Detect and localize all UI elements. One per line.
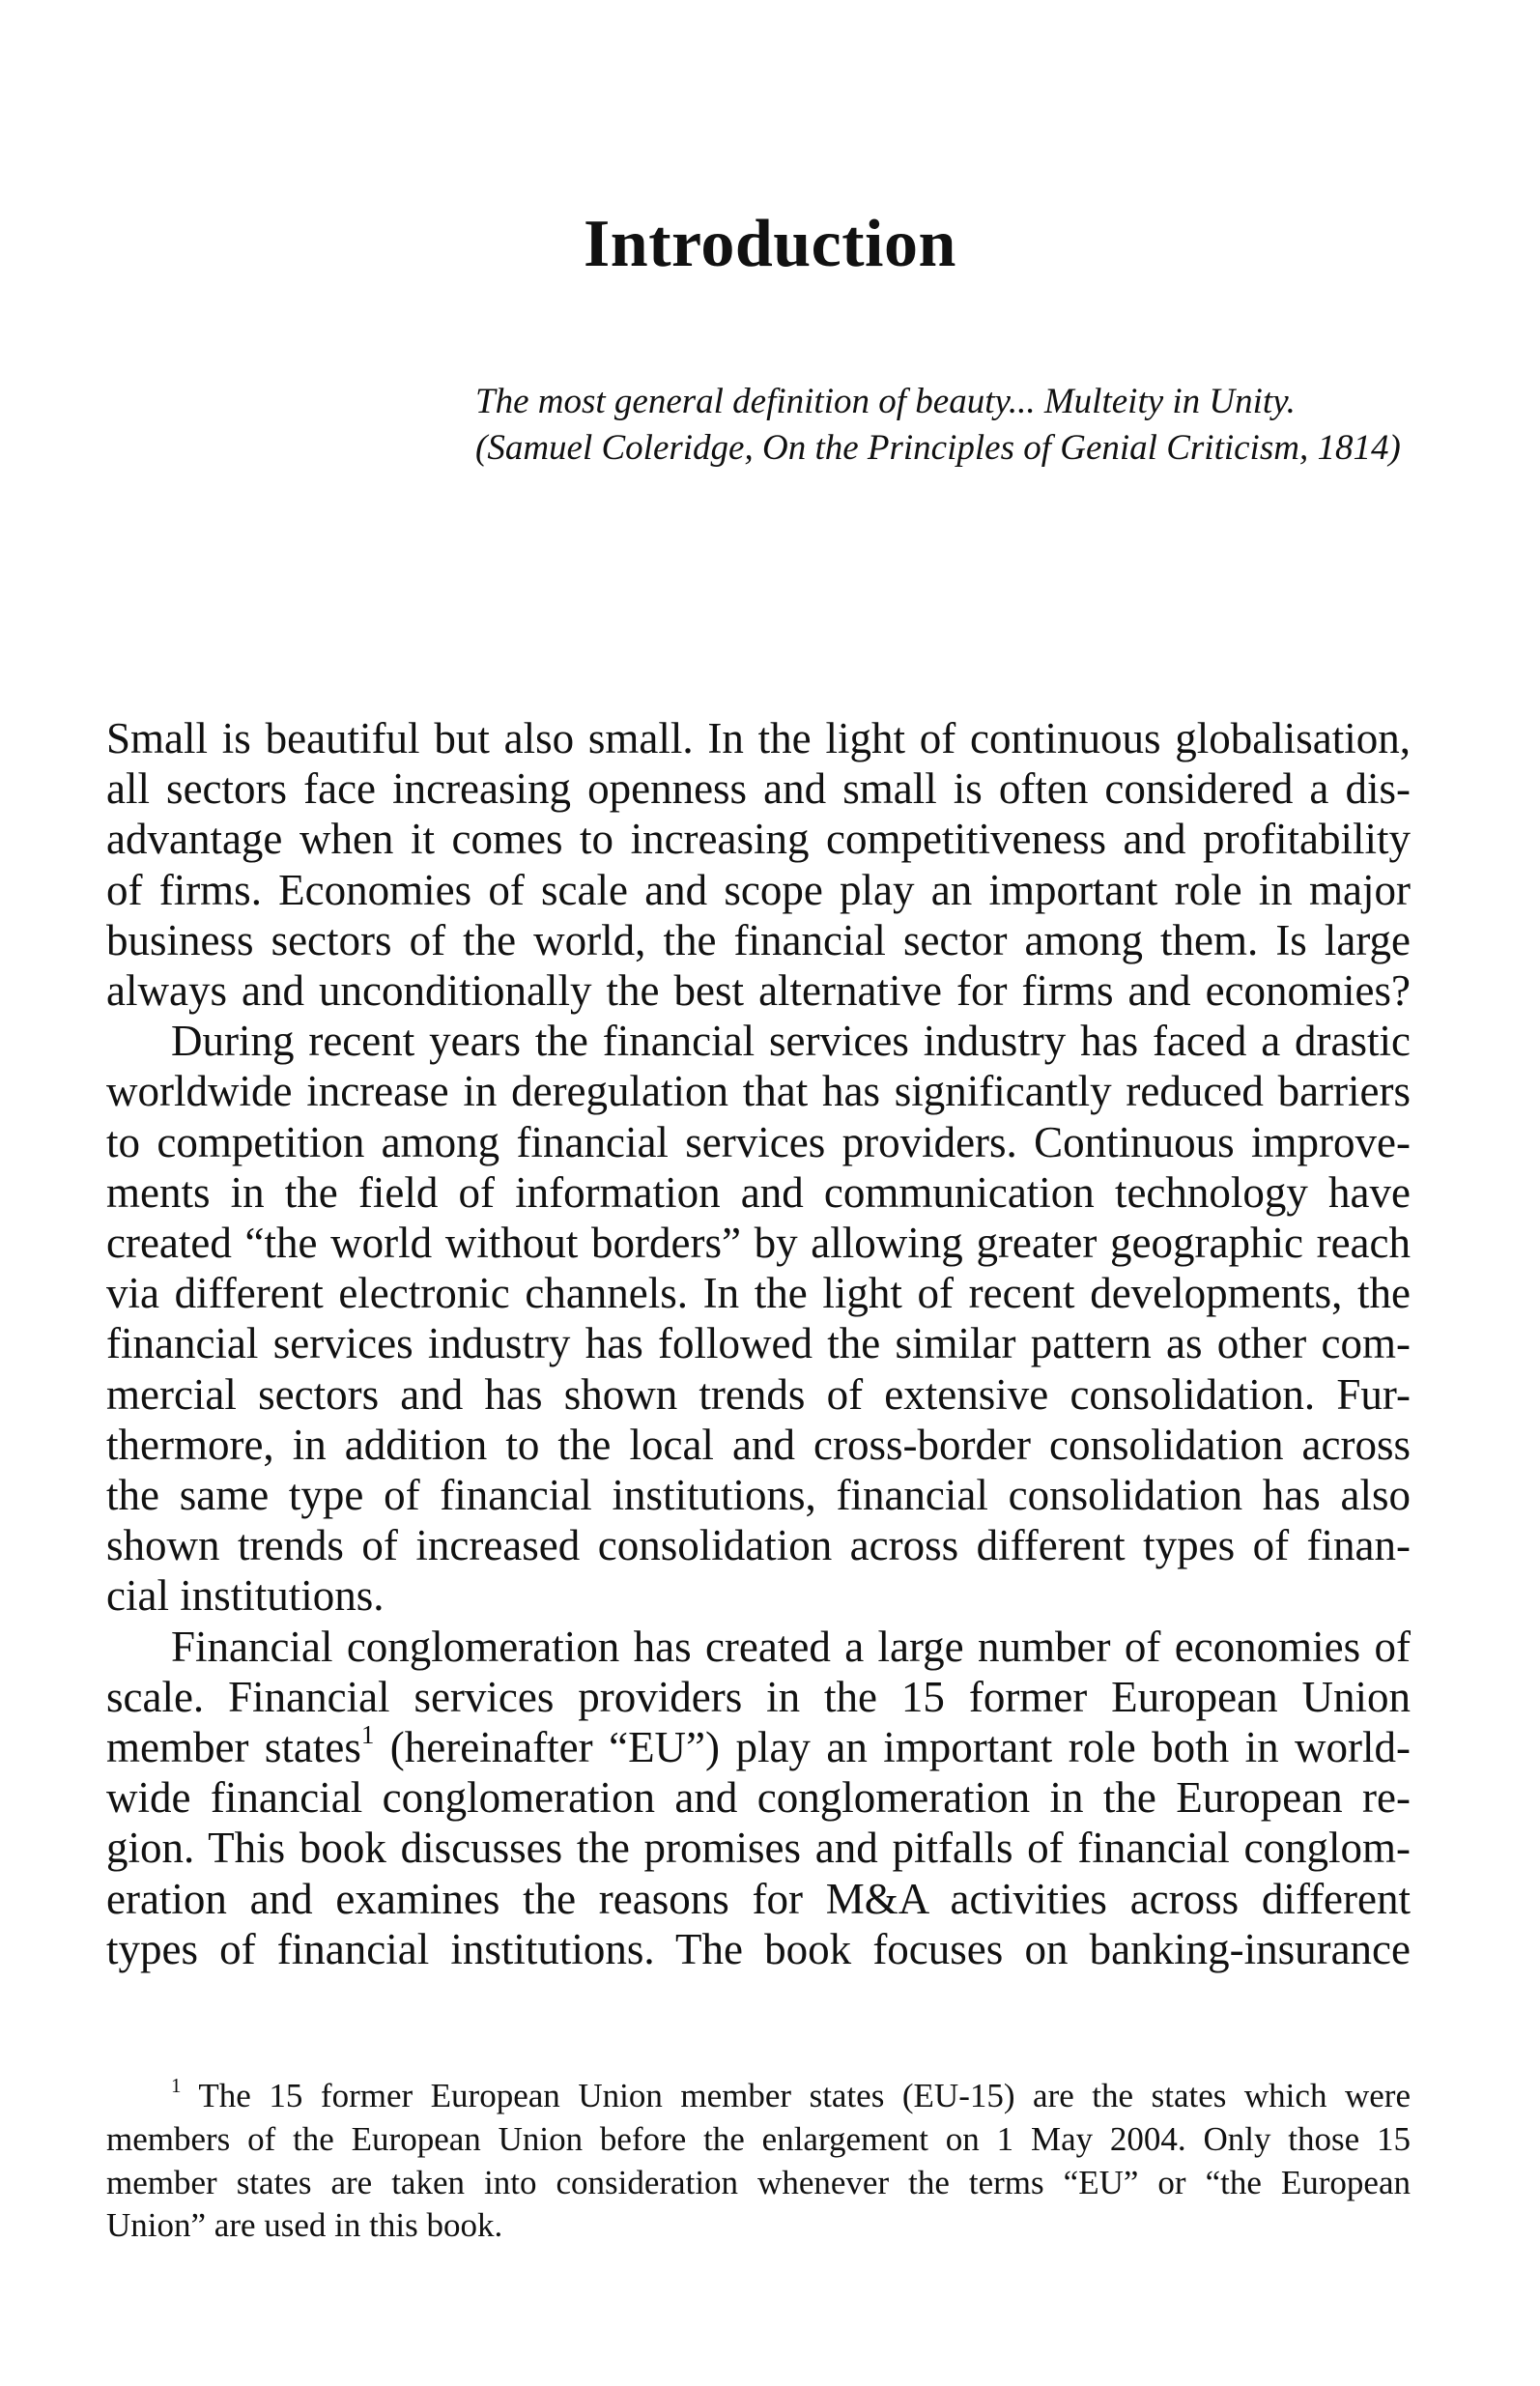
epigraph (475, 379, 1441, 472)
epigraph-attribution: (Samuel Coleridge, On the Principles of Genial Criticism, 1814) (475, 428, 1401, 468)
body-line: advantage when it comes to increasing competitiveness and profitability (106, 815, 1411, 864)
body-line-segment: member states (106, 1723, 361, 1772)
body-line: ments in the field of information and communication technology have (106, 1167, 1411, 1217)
body-line: via different electronic channels. In the light of recent developments, the (106, 1269, 1411, 1318)
body-line: gion. This book discusses the promises and pitfalls of financial conglom- (106, 1824, 1411, 1873)
body-line: scale. Financial services providers in the 15 former European Union (106, 1672, 1411, 1721)
body-line-segment: (hereinafter “EU”) play an important role both in world- (374, 1723, 1411, 1772)
body-line: all sectors face increasing openness and small is often considered a dis- (106, 764, 1411, 814)
body-line: During recent years the financial services industry has faced a drastic (171, 1017, 1411, 1066)
epigraph-quote: The most general definition of beauty... Multeity in Unity. (475, 382, 1296, 421)
body-line: always and unconditionally the best alternative for firms and economies? (106, 966, 1411, 1016)
body-line: created “the world without borders” by allowing greater geographic reach (106, 1219, 1411, 1268)
body-line: financial services industry has followed the similar pattern as other com- (106, 1319, 1411, 1368)
body-line-with-footnote (106, 1722, 1411, 1772)
body-line: Financial conglomeration has created a large number of economies of (171, 1622, 1411, 1671)
footnote-line: members of the European Union before the enlargement on 1 May 2004. Only those 15 (106, 2119, 1411, 2158)
body-line: thermore, in addition to the local and cross-border consolidation across (106, 1420, 1411, 1469)
body-line: worldwide increase in deregulation that has significantly reduced barriers (106, 1067, 1411, 1116)
footnote-reference: 1 (360, 1720, 375, 1750)
footnote-line-text: The 15 former European Union member states (EU-15) are the states which were (181, 2077, 1411, 2114)
body-line: mercial sectors and has shown trends of extensive consolidation. Fur- (106, 1369, 1411, 1419)
footnote-marker: 1 (171, 2074, 182, 2098)
body-line: of firms. Economies of scale and scope play an important role in major (106, 865, 1411, 914)
body-line: the same type of financial institutions, financial consolidation has also (106, 1471, 1411, 1520)
body-text (106, 713, 1411, 1974)
footnote-line: member states are taken into consideration whenever the terms “EU” or “the European (106, 2163, 1411, 2201)
body-line: Small is beautiful but also small. In the light of continuous globalisation, (106, 714, 1411, 762)
footnote-line: Union” are used in this book. (106, 2206, 503, 2245)
body-line: wide financial conglomeration and conglomeration in the European re- (106, 1773, 1411, 1823)
body-line: business sectors of the world, the financial sector among them. Is large (106, 915, 1411, 964)
body-line: to competition among financial services providers. Continuous improve- (106, 1117, 1411, 1166)
body-line: eration and examines the reasons for M&A activities across different (106, 1874, 1411, 1923)
body-line: types of financial institutions. The book focuses on banking-insurance (106, 1924, 1411, 1973)
body-line: cial institutions. (106, 1571, 385, 1621)
body-line: shown trends of increased consolidation across different types of finan- (106, 1521, 1411, 1570)
footnote-line (106, 2075, 1411, 2118)
footnote (106, 2075, 1411, 2248)
page-title: Introduction (584, 207, 956, 281)
